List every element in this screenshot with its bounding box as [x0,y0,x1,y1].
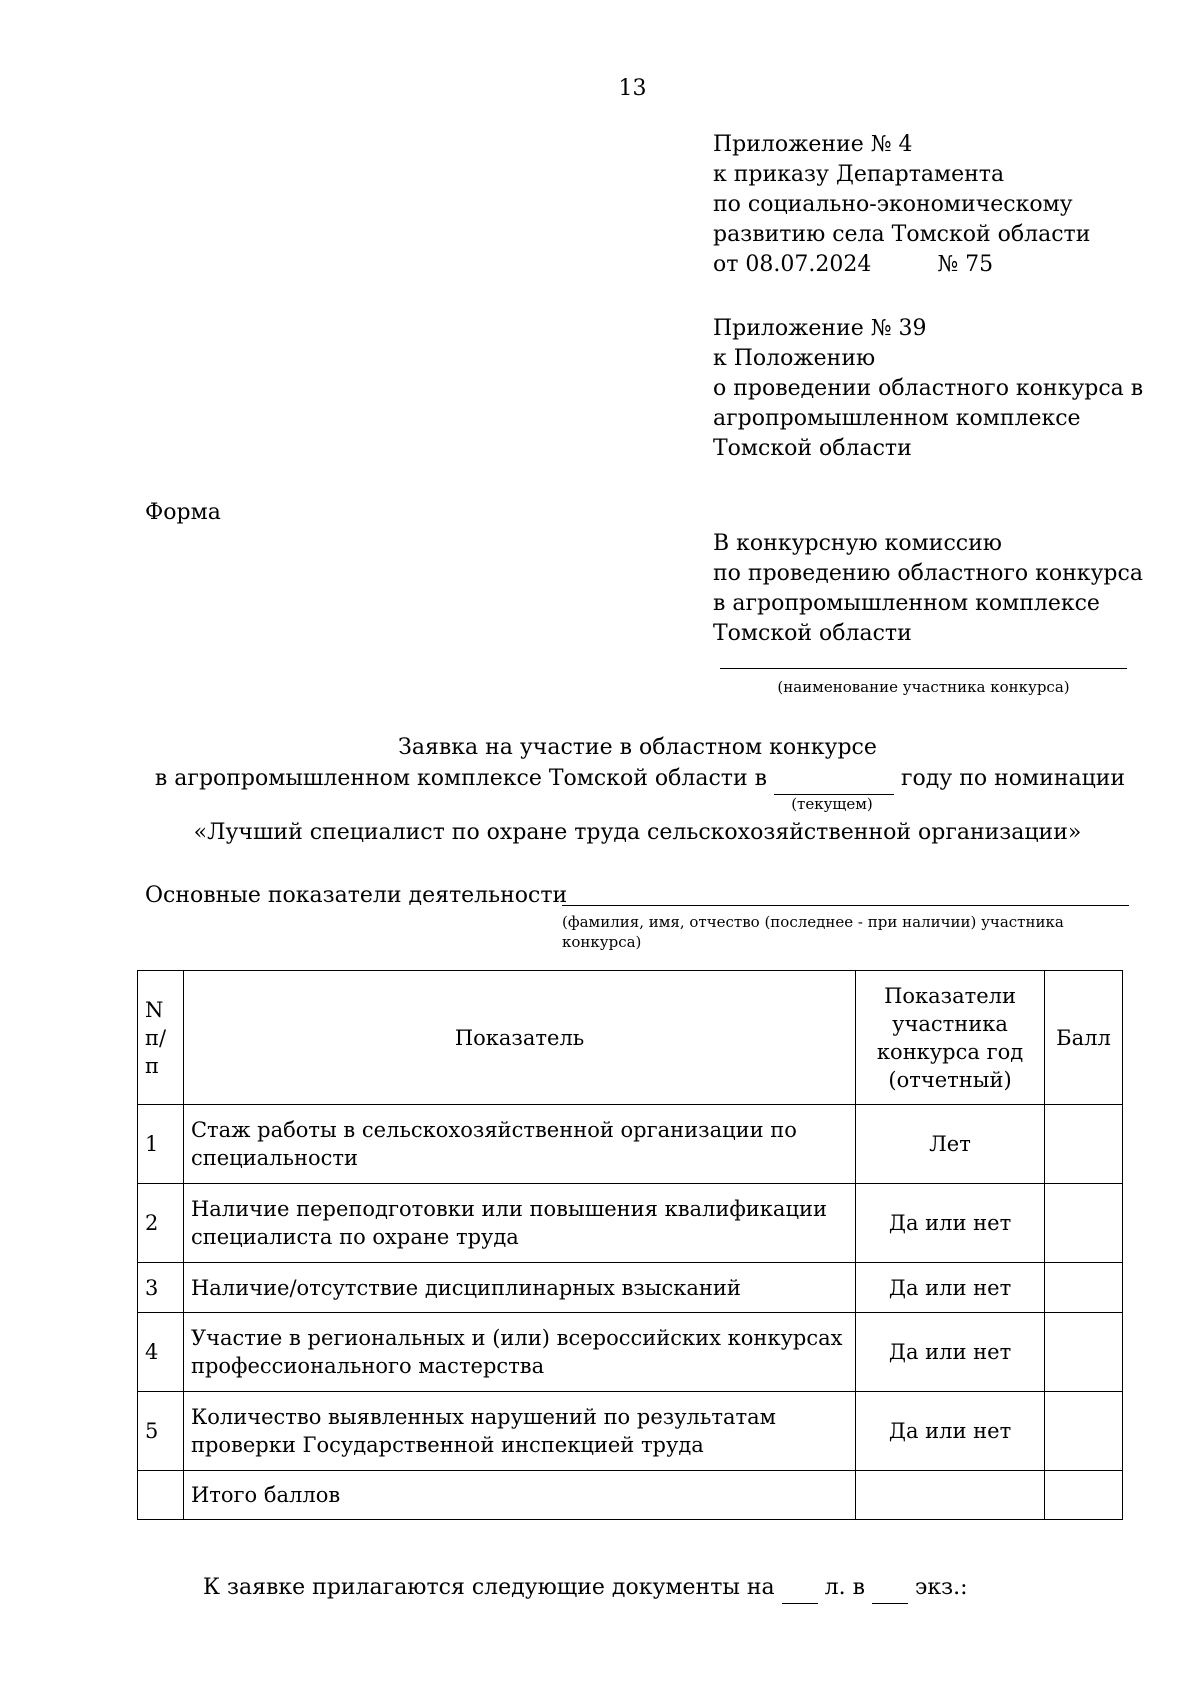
row-value: Лет [856,1105,1045,1184]
application-title-line2 [100,764,1180,795]
appendix-order-line: развитию села Томской области [713,222,1091,247]
appendix-order-line: Приложение № 4 [713,132,913,157]
addressee-line: В конкурсную комиссию [713,531,1002,556]
addressee-line: в агропромышленном комплексе [713,591,1100,616]
row-num: 5 [138,1392,184,1471]
row-score-cell[interactable] [1045,1263,1123,1313]
total-score-cell[interactable] [1045,1471,1123,1520]
header-indicator: Показатель [183,971,855,1105]
row-indicator: Наличие переподготовки или повышения квалификации специалиста по охране труда [183,1184,855,1263]
appendix-regulation-line: о проведении областного конкурса в [713,376,1144,401]
participant-name-caption: (наименование участника конкурса) [777,678,1070,696]
row-indicator: Наличие/отсутствие дисциплинарных взысканий [183,1263,855,1313]
current-year-caption: (текущем) [791,795,873,813]
row-value: Да или нет [856,1392,1045,1471]
header-participant-indicators: Показатели участника конкурса год (отчетный) [856,971,1045,1105]
addressee-line: Томской области [713,621,912,646]
copies-count-field[interactable] [872,1573,908,1604]
row-value: Да или нет [856,1263,1045,1313]
appendix-order-line: к приказу Департамента [713,162,1005,187]
application-title-line1: Заявка на участие в областном конкурсе [398,735,877,760]
order-date: от 08.07.2024 [713,252,872,277]
table-row [138,1392,1123,1471]
row-num: 3 [138,1263,184,1313]
table-row [138,1313,1123,1392]
row-score-cell[interactable] [1045,1313,1123,1392]
row-num: 1 [138,1105,184,1184]
nomination-title: «Лучший специалист по охране труда сельскохозяйственной организации» [193,820,1082,845]
row-score-cell[interactable] [1045,1105,1123,1184]
attachments-text-start: К заявке прилагаются следующие документы на [203,1575,775,1600]
title-line2-start: в агропромышленном комплексе Томской области в [154,766,767,791]
appendix-regulation-line: агропромышленном комплексе [713,406,1081,431]
attachments-text-end: экз.: [915,1575,968,1600]
order-date-line [713,250,1090,280]
indicators-table [137,970,1123,1520]
attachments-line [203,1573,968,1604]
appendix-regulation-line: к Положению [713,346,876,371]
total-label: Итого баллов [183,1471,855,1520]
table-row [138,1184,1123,1263]
page-number: 13 [618,76,647,101]
attachments-text-middle: л. в [824,1575,866,1600]
row-num: 2 [138,1184,184,1263]
addressee-block [713,529,1143,649]
row-num: 4 [138,1313,184,1392]
appendix-regulation [713,314,1143,464]
addressee-line: по проведению областного конкурса [713,561,1143,586]
title-line2-end: году по номинации [900,766,1126,791]
row-score-cell[interactable] [1045,1392,1123,1471]
total-value [856,1471,1045,1520]
appendix-regulation-line: Томской области [713,436,912,461]
participant-name-field[interactable] [720,668,1127,669]
row-indicator: Стаж работы в сельскохозяйственной организации по специальности [183,1105,855,1184]
table-total-row [138,1471,1123,1520]
table-row [138,1105,1123,1184]
row-value: Да или нет [856,1313,1045,1392]
appendix-order-line: по социально-экономическому [713,192,1073,217]
participant-fullname-field[interactable] [562,905,1129,906]
current-year-field[interactable] [774,764,894,795]
participant-fullname-caption: (фамилия, имя, отчество (последнее - при наличии) участника конкурса) [562,913,1064,951]
main-indicators-label: Основные показатели деятельности [145,883,568,908]
order-number: № 75 [937,252,994,277]
table-row [138,1263,1123,1313]
sheets-count-field[interactable] [782,1573,818,1604]
appendix-order [713,130,1090,280]
row-indicator: Участие в региональных и (или) всероссийских конкурсах профессионального мастерства [183,1313,855,1392]
appendix-regulation-line: Приложение № 39 [713,316,927,341]
header-score: Балл [1045,971,1123,1105]
row-score-cell[interactable] [1045,1184,1123,1263]
row-indicator: Количество выявленных нарушений по результатам проверки Государственной инспекцией труда [183,1392,855,1471]
header-num: N п/п [138,971,184,1105]
row-value: Да или нет [856,1184,1045,1263]
total-num [138,1471,184,1520]
table-header-row [138,971,1123,1105]
form-label: Форма [145,500,221,525]
